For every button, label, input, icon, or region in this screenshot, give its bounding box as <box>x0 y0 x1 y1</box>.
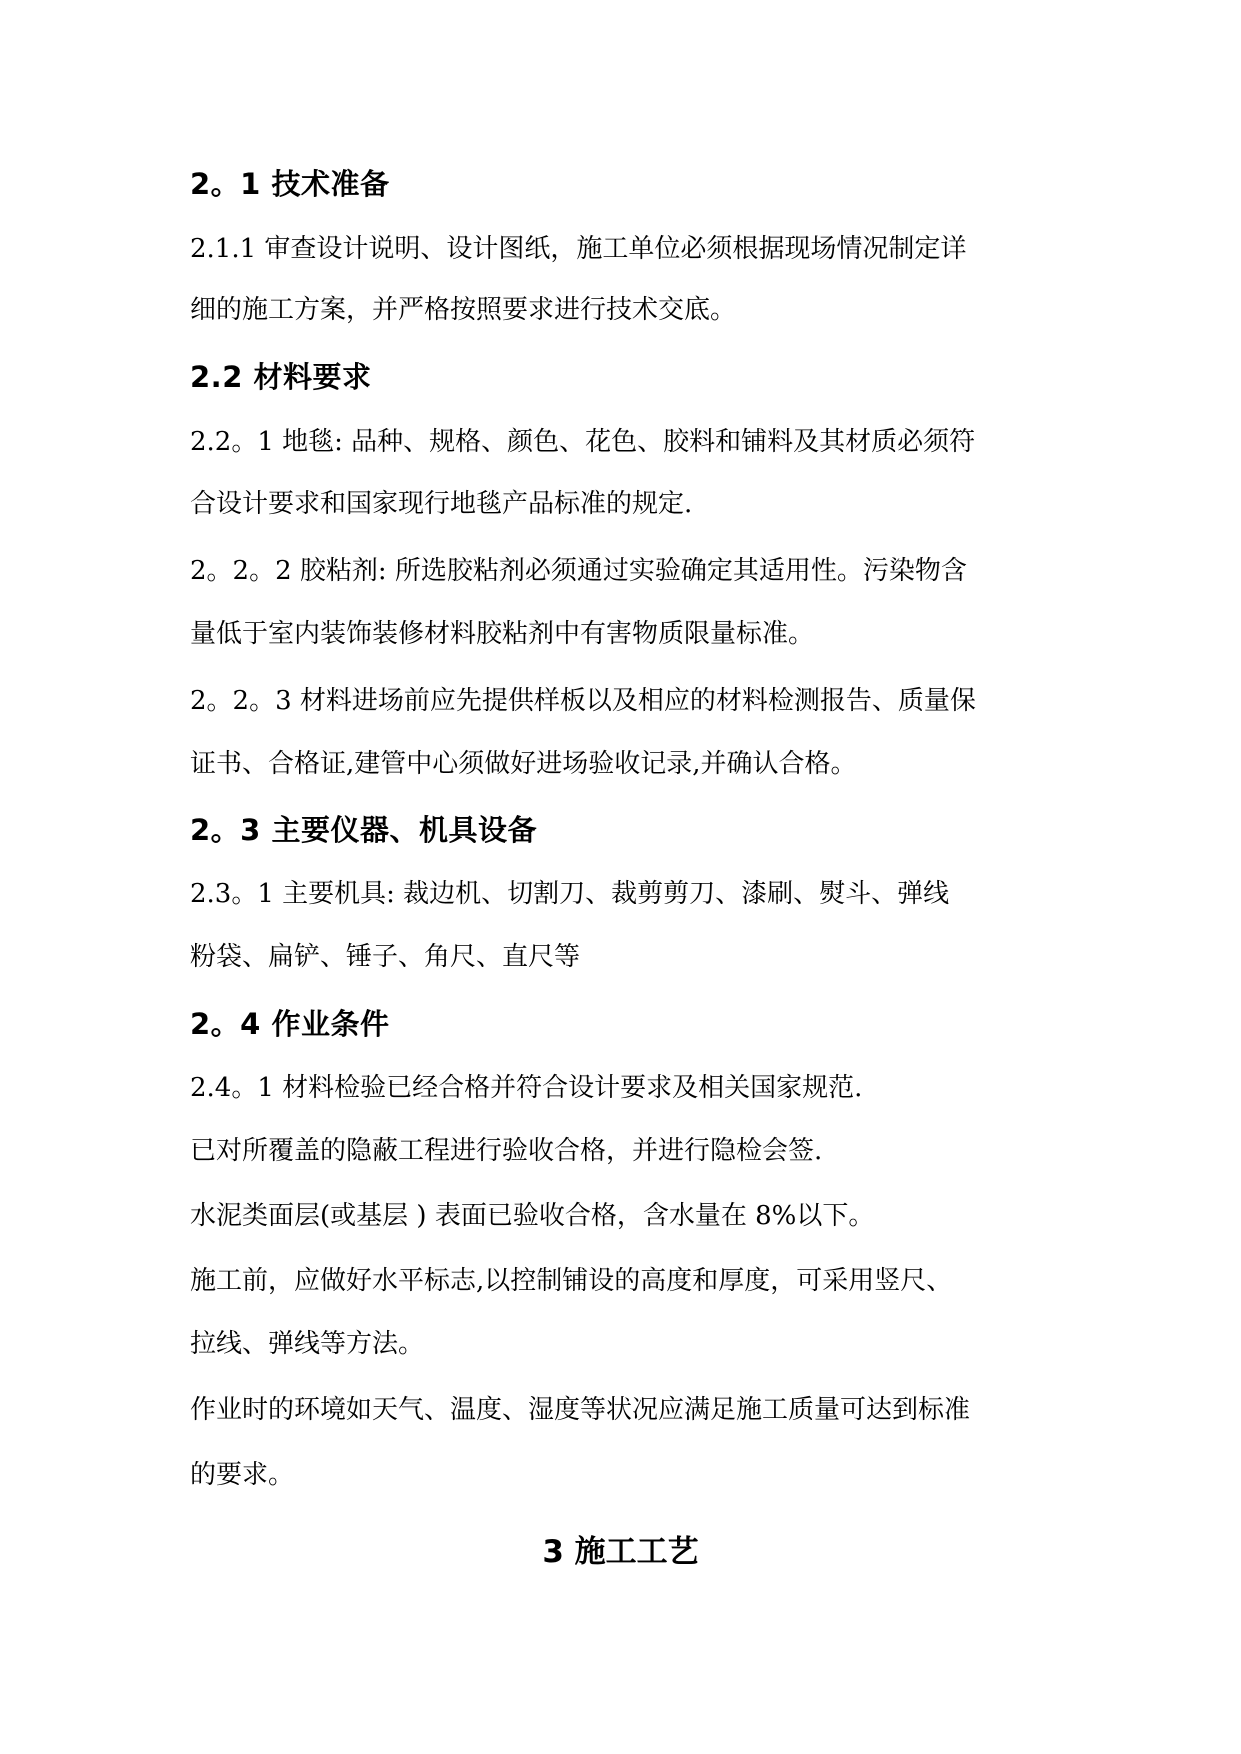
paragraph-line: 2.1.1 审查设计说明、设计图纸，施工单位必须根据现场情况制定详 <box>190 234 967 264</box>
paragraph-line: 水泥类面层(或基层 ) 表面已验收合格，含水量在 8%以下。 <box>190 1201 875 1231</box>
paragraph-line: 2.2。1 地毯: 品种、规格、颜色、花色、胶料和铺料及其材质必须符 <box>190 427 976 457</box>
paragraph-line: 作业时的环境如天气、温度、湿度等状况应满足施工质量可达到标准 <box>190 1395 971 1425</box>
paragraph-line: 施工前，应做好水平标志,以控制铺设的高度和厚度，可采用竖尺、 <box>190 1266 953 1296</box>
paragraph-line: 已对所覆盖的隐蔽工程进行验收合格，并进行隐检会签. <box>190 1136 823 1166</box>
paragraph-line: 合设计要求和国家现行地毯产品标准的规定. <box>190 489 693 519</box>
chapter-heading-3: 3 施工工艺 <box>542 1534 699 1570</box>
paragraph-line: 粉袋、扁铲、锤子、角尺、直尺等 <box>190 942 581 972</box>
paragraph-line: 2。2。3 材料进场前应先提供样板以及相应的材料检测报告、质量保 <box>190 686 976 716</box>
paragraph-line: 证书、合格证,建管中心须做好进场验收记录,并确认合格。 <box>190 749 857 779</box>
paragraph-line: 2.4。1 材料检验已经合格并符合设计要求及相关国家规范. <box>190 1073 863 1103</box>
paragraph-line: 2。2。2 胶粘剂: 所选胶粘剂必须通过实验确定其适用性。污染物含 <box>190 556 967 586</box>
paragraph-line: 的要求。 <box>190 1460 295 1490</box>
section-heading-2-3: 2。3 主要仪器、机具设备 <box>190 813 537 847</box>
section-heading-2-4: 2。4 作业条件 <box>190 1007 390 1041</box>
paragraph-line: 细的施工方案，并严格按照要求进行技术交底。 <box>190 295 737 325</box>
section-heading-2-1: 2。1 技术准备 <box>190 167 390 201</box>
paragraph-line: 2.3。1 主要机具: 裁边机、切割刀、裁剪剪刀、漆刷、熨斗、弹线 <box>190 879 950 909</box>
section-heading-2-2: 2.2 材料要求 <box>190 360 372 394</box>
paragraph-line: 拉线、弹线等方法。 <box>190 1329 425 1359</box>
paragraph-line: 量低于室内装饰装修材料胶粘剂中有害物质限量标准。 <box>190 619 815 649</box>
